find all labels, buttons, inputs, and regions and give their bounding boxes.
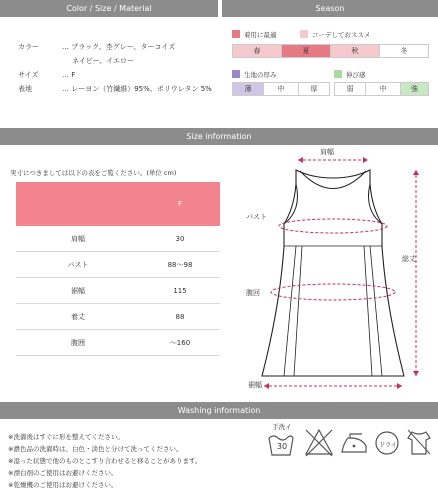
color-label: カラー [18, 43, 39, 51]
table-row [16, 252, 220, 278]
stretch-strong-label: 強 [411, 85, 418, 93]
stretch-weak [334, 82, 366, 96]
coordinate-legend-label: コーデしておススメ [312, 31, 371, 39]
row-label: 着丈 [16, 304, 140, 330]
thickness-thick-label: 厚 [310, 85, 318, 93]
size-information-header [0, 128, 438, 145]
row-label: 肩幅 [16, 226, 140, 252]
season-title: Season [315, 4, 345, 13]
iron-icon [338, 424, 368, 462]
dress-diagram [236, 146, 436, 394]
dress-outline [262, 170, 404, 376]
color-row [18, 42, 175, 52]
stretch-swatch [334, 70, 342, 78]
row-label: 裾幅 [16, 278, 140, 304]
wash-note: ※湿った状態で他のものとこすり合わせると移ることがあります。 [8, 457, 202, 465]
season-summer [281, 44, 331, 58]
no-bleach-icon [304, 424, 334, 462]
stretch-label: 伸び感 [346, 71, 366, 79]
row-value: 88 [140, 304, 220, 330]
size-table-header-row [16, 182, 220, 226]
season-autumn-label: 秋 [351, 47, 359, 55]
material-value: … レーヨン（竹繊維）95%、ポリウレタン 5% [62, 85, 212, 93]
stretch-weak-label: 弱 [346, 85, 354, 93]
color-size-material-title: Color / Size / Material [66, 4, 152, 13]
stretch-mid-label: 中 [379, 85, 387, 93]
row-value: 30 [140, 226, 220, 252]
season-autumn [330, 44, 380, 58]
season-summer-label: 夏 [302, 47, 310, 55]
table-row [16, 304, 220, 330]
wash-note: ※濃色品の洗濯時は、白色・淡色と分けて洗ってください。 [8, 445, 183, 453]
row-label: 腹囲 [16, 330, 140, 356]
table-row [16, 278, 220, 304]
size-row [18, 70, 75, 80]
size-note: 実寸につきましては以下の表をご覧ください。(単位 cm) [10, 169, 177, 177]
color-row-2 [72, 56, 134, 66]
coordinate-legend-swatch [300, 30, 308, 38]
size-table [16, 182, 220, 356]
stretch-mid [365, 82, 401, 96]
length-label: 総丈 [402, 255, 416, 263]
shade-dry-icon [404, 424, 434, 462]
season-spring-label: 春 [253, 47, 261, 55]
size-information-title: Size information [186, 132, 252, 141]
wash-note: ※漂白剤のご使用はお避けください。 [8, 469, 118, 477]
color-value-2: ネイビー、イエロー [72, 57, 135, 65]
hem-label: 裾幅 [248, 381, 262, 389]
season-header [222, 0, 438, 17]
row-label: バスト [16, 252, 140, 278]
wash-note: ※乾燥機のご使用はお避けください。 [8, 481, 118, 489]
table-row [16, 330, 220, 356]
dry-clean-label: ドライ [379, 442, 397, 449]
thickness-thick [298, 82, 330, 96]
material-label: 表地 [18, 85, 32, 93]
table-row [16, 226, 220, 252]
thickness-label: 生地の厚み [244, 71, 277, 79]
season-winter [379, 44, 429, 58]
size-value: … F [62, 71, 76, 79]
shoulder-label: 肩幅 [320, 148, 334, 156]
hand-wash-label: 手洗イ [272, 423, 292, 431]
size-label: サイズ [18, 71, 39, 79]
row-value: 88〜98 [140, 252, 220, 278]
size-column-header: F [140, 182, 220, 226]
thickness-mid-label: 中 [277, 85, 285, 93]
hand-wash-temp: 30 [276, 442, 288, 451]
row-value: 〜160 [140, 330, 220, 356]
color-value: … ブラック、杢グレー、ターコイズ [62, 43, 176, 51]
washing-information-header [0, 402, 438, 419]
thickness-thin-label: 薄 [244, 85, 252, 93]
waist-label: 腹回 [246, 289, 260, 297]
best-legend-swatch [232, 30, 240, 38]
bust-label: バスト [246, 213, 267, 221]
season-spring [232, 44, 282, 58]
wash-note: ※洗濯後はすぐに形を整えてください。 [8, 433, 124, 441]
thickness-mid [263, 82, 299, 96]
thickness-thin [232, 82, 264, 96]
best-legend-label: 着用に最適 [244, 31, 277, 39]
thickness-swatch [232, 70, 240, 78]
color-size-material-header [0, 0, 218, 17]
material-row [18, 84, 212, 94]
washing-information-title: Washing information [177, 406, 261, 415]
stretch-strong [400, 82, 429, 96]
row-value: 115 [140, 278, 220, 304]
season-winter-label: 冬 [400, 47, 408, 55]
